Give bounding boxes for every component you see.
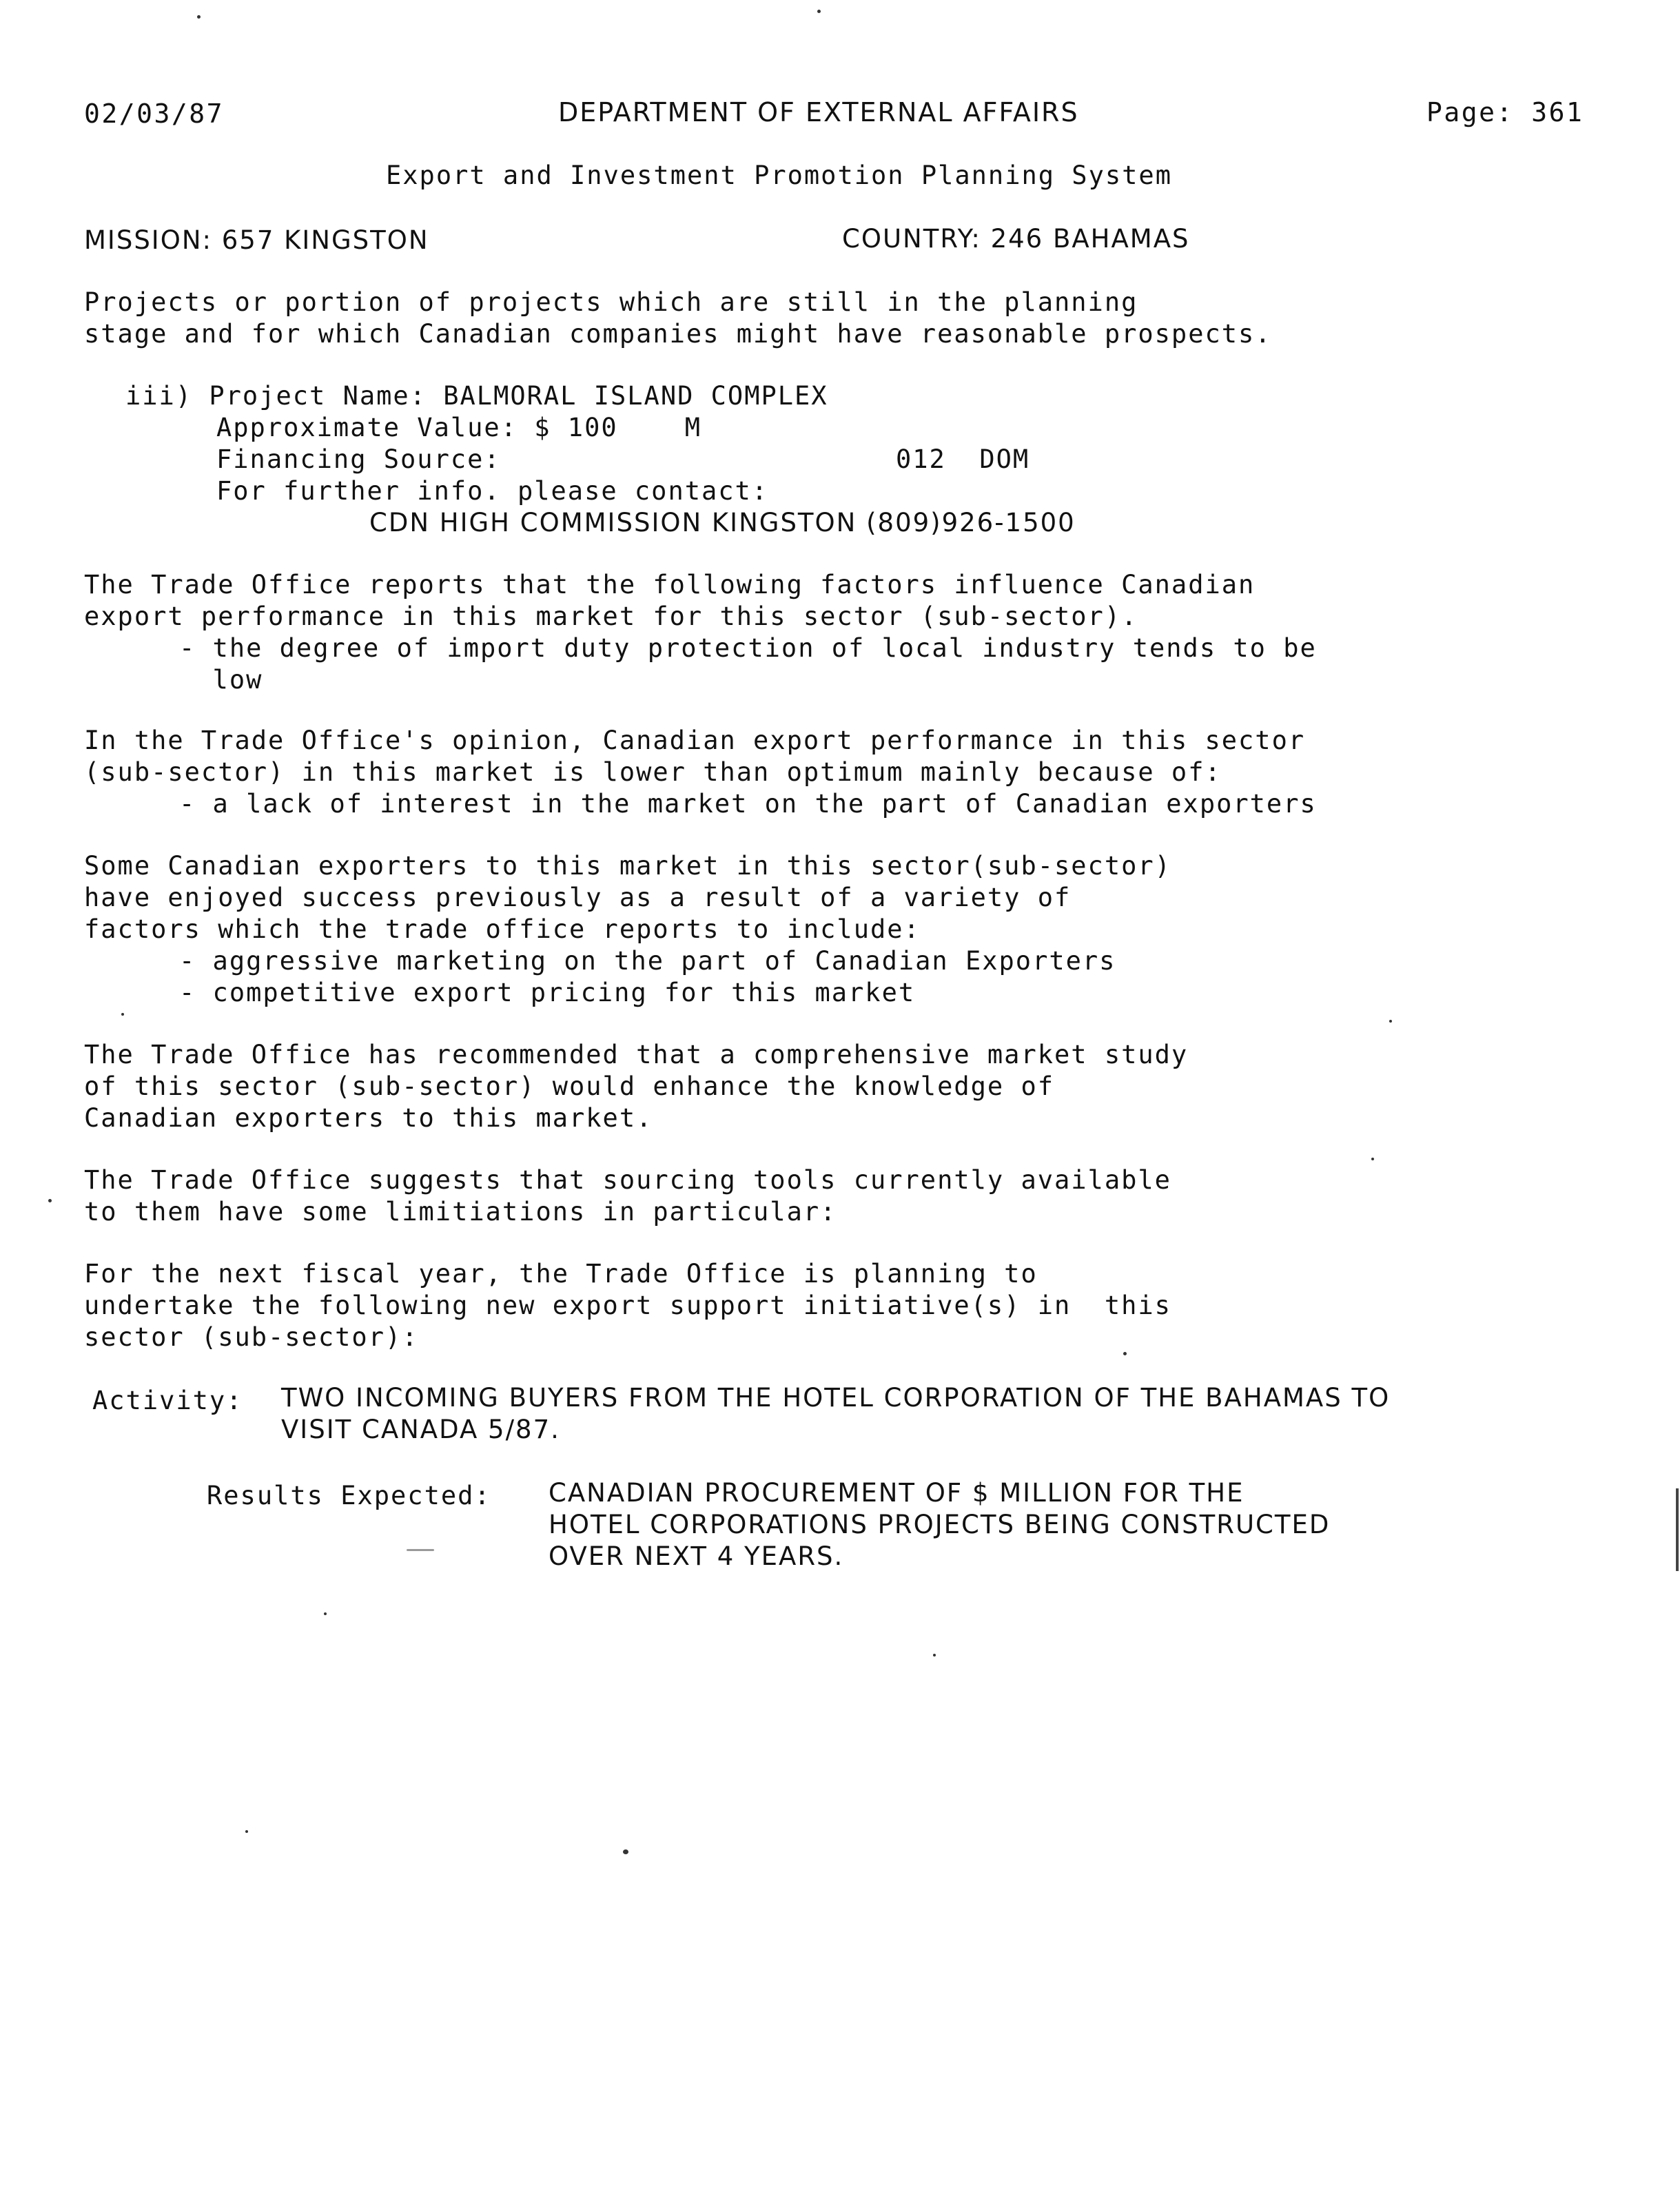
- scan-speck: [245, 1830, 248, 1833]
- sourcing-line: to them have some limitiations in particular:: [84, 1197, 837, 1227]
- fiscal-line: sector (sub-sector):: [84, 1322, 419, 1352]
- factors-line: export performance in this market for this sector (sub-sector).: [84, 602, 1138, 631]
- contact-value: CDN HIGH COMMISSION KINGSTON (809)926-1500: [369, 508, 1076, 537]
- results-text: CANADIAN PROCUREMENT OF $ MILLION FOR THE: [549, 1478, 1244, 1508]
- country-label: COUNTRY: 246 BAHAMAS: [842, 224, 1190, 254]
- project-value-line: Approximate Value: $ 100 M: [216, 413, 702, 442]
- results-text: HOTEL CORPORATIONS PROJECTS BEING CONSTRUCTED: [549, 1510, 1331, 1539]
- page-number: Page: 361: [1426, 97, 1584, 127]
- activity-text: VISIT CANADA 5/87.: [281, 1415, 560, 1444]
- project-name-line: iii) Project Name: BALMORAL ISLAND COMPLEX: [125, 381, 828, 411]
- scan-speck: [817, 10, 821, 13]
- success-line: have enjoyed success previously as a result of a variety of: [84, 883, 1072, 912]
- financing-code: 012 DOM: [896, 444, 1030, 474]
- success-line: Some Canadian exporters to this market in this sector(sub-sector): [84, 851, 1171, 881]
- results-label: Results Expected:: [207, 1481, 491, 1510]
- scan-speck: [1371, 1158, 1374, 1160]
- factors-bullet: - the degree of import duty protection of local industry tends to be: [179, 633, 1317, 663]
- intro-line: Projects or portion of projects which are still in the planning: [84, 287, 1138, 317]
- results-text: OVER NEXT 4 YEARS.: [549, 1541, 844, 1571]
- scan-speck: [121, 1013, 124, 1016]
- contact-label: For further info. please contact:: [216, 476, 769, 506]
- study-line: Canadian exporters to this market.: [84, 1103, 653, 1133]
- scan-speck: [324, 1612, 327, 1615]
- department-title: DEPARTMENT OF EXTERNAL AFFAIRS: [558, 97, 1079, 127]
- mission-label: MISSION: 657 KINGSTON: [84, 225, 429, 255]
- factors-bullet: low: [179, 665, 263, 695]
- opinion-line: In the Trade Office's opinion, Canadian export performance in this sector: [84, 726, 1306, 755]
- scan-speck: [1389, 1020, 1392, 1023]
- report-date: 02/03/87: [84, 99, 225, 129]
- success-bullet: - aggressive marketing on the part of Canadian Exporters: [179, 946, 1116, 976]
- success-bullet: - competitive export pricing for this market: [179, 978, 916, 1007]
- fiscal-line: undertake the following new export support initiative(s) in this: [84, 1291, 1171, 1320]
- opinion-line: (sub-sector) in this market is lower than optimum mainly because of:: [84, 757, 1222, 787]
- financing-label: Financing Source:: [216, 444, 501, 474]
- intro-line: stage and for which Canadian companies might have reasonable prospects.: [84, 319, 1272, 349]
- scan-speck: [48, 1199, 52, 1202]
- sourcing-line: The Trade Office suggests that sourcing tools currently available: [84, 1165, 1171, 1195]
- activity-text: TWO INCOMING BUYERS FROM THE HOTEL CORPORATION OF THE BAHAMAS TO: [281, 1383, 1391, 1413]
- study-line: of this sector (sub-sector) would enhance the knowledge of: [84, 1071, 1055, 1101]
- fiscal-line: For the next fiscal year, the Trade Office is planning to: [84, 1259, 1038, 1289]
- success-line: factors which the trade office reports to include:: [84, 914, 921, 944]
- scan-edge: [1676, 1488, 1679, 1571]
- scan-speck: [933, 1654, 936, 1657]
- system-title: Export and Investment Promotion Planning System: [386, 161, 1172, 190]
- scan-speck: [1123, 1352, 1127, 1355]
- opinion-bullet: - a lack of interest in the market on the part of Canadian exporters: [179, 789, 1317, 819]
- scan-speck: [407, 1549, 434, 1551]
- factors-line: The Trade Office reports that the following factors influence Canadian: [84, 570, 1256, 599]
- activity-label: Activity:: [92, 1386, 243, 1415]
- scan-speck: [623, 1849, 628, 1854]
- scan-speck: [197, 15, 201, 19]
- study-line: The Trade Office has recommended that a comprehensive market study: [84, 1040, 1189, 1069]
